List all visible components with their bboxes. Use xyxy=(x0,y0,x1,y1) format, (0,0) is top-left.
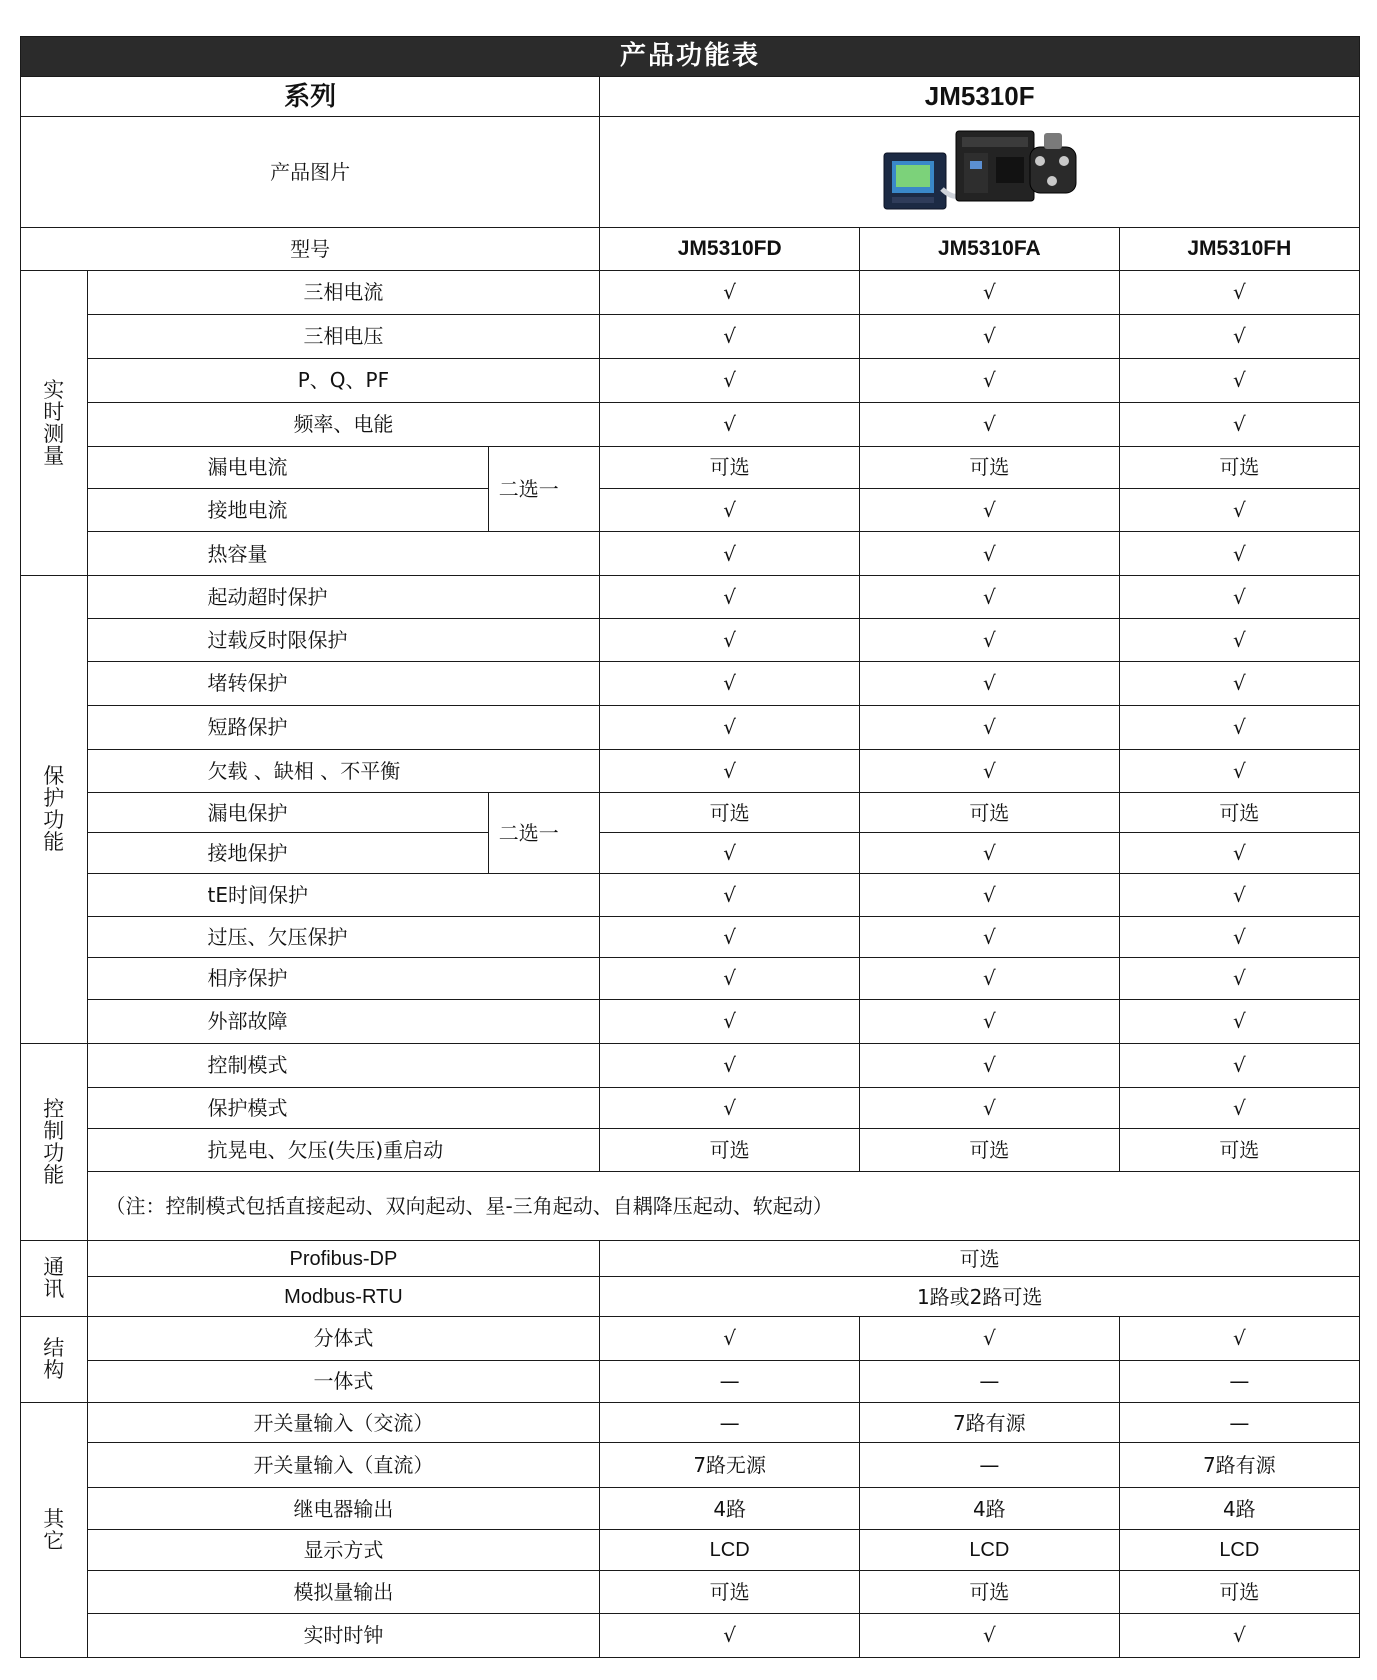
value-cell: LCD xyxy=(1119,1530,1359,1571)
check-cell: √ xyxy=(1119,1613,1359,1657)
category-measure: 实 时 测 量 xyxy=(21,270,88,576)
category-struct: 结 构 xyxy=(21,1316,88,1402)
check-cell: √ xyxy=(600,661,860,705)
row-label: 相序保护 xyxy=(87,957,600,999)
check-cell: √ xyxy=(1119,874,1359,917)
row-label: 接地电流 xyxy=(87,489,488,532)
category-protect: 保 护 功 能 xyxy=(21,576,88,1043)
optional-cell: 可选 xyxy=(600,792,860,833)
optional-cell: 可选 xyxy=(860,1129,1120,1172)
check-cell: √ xyxy=(600,489,860,532)
value-cell: 7路有源 xyxy=(860,1402,1120,1443)
model-col-1: JM5310FD xyxy=(600,227,860,270)
row-label: 过载反时限保护 xyxy=(87,619,600,662)
check-cell: √ xyxy=(860,1043,1120,1087)
row-label: 控制模式 xyxy=(87,1043,600,1087)
series-value: JM5310F xyxy=(600,76,1360,117)
optional-cell: 可选 xyxy=(1119,1570,1359,1613)
row-label: 短路保护 xyxy=(87,705,600,749)
comm-value: 1路或2路可选 xyxy=(600,1277,1360,1317)
row-label: 外部故障 xyxy=(87,999,600,1043)
model-col-2: JM5310FA xyxy=(860,227,1120,270)
category-other: 其 它 xyxy=(21,1402,88,1657)
value-cell: 4路 xyxy=(1119,1488,1359,1530)
model-col-3: JM5310FH xyxy=(1119,227,1359,270)
row-label: 堵转保护 xyxy=(87,661,600,705)
check-cell: √ xyxy=(860,1613,1120,1657)
product-image-label: 产品图片 xyxy=(21,117,600,227)
value-cell: — xyxy=(1119,1402,1359,1443)
check-cell: √ xyxy=(860,874,1120,917)
dash-cell: — xyxy=(860,1360,1120,1402)
row-label: 热容量 xyxy=(87,532,600,576)
row-label: 继电器输出 xyxy=(87,1488,600,1530)
check-cell: √ xyxy=(860,619,1120,662)
check-cell: √ xyxy=(860,749,1120,792)
check-cell: √ xyxy=(600,749,860,792)
value-cell: 4路 xyxy=(600,1488,860,1530)
check-cell: √ xyxy=(600,1613,860,1657)
row-label: 漏电电流 xyxy=(87,446,488,489)
optional-cell: 可选 xyxy=(1119,792,1359,833)
product-function-table xyxy=(20,36,1360,1658)
row-label: 模拟量输出 xyxy=(87,1570,600,1613)
optional-cell: 可选 xyxy=(600,446,860,489)
row-label: 三相电压 xyxy=(87,314,600,358)
check-cell: √ xyxy=(1119,1316,1359,1360)
check-cell: √ xyxy=(600,1087,860,1129)
check-cell: √ xyxy=(860,576,1120,619)
check-cell: √ xyxy=(860,489,1120,532)
check-cell: √ xyxy=(600,270,860,314)
row-label: Profibus-DP xyxy=(87,1240,600,1276)
row-label: 漏电保护 xyxy=(87,792,488,833)
check-cell: √ xyxy=(860,532,1120,576)
check-cell: √ xyxy=(600,705,860,749)
check-cell: √ xyxy=(860,957,1120,999)
row-label: 欠载 、缺相 、不平衡 xyxy=(87,749,600,792)
series-label: 系列 xyxy=(21,76,600,117)
check-cell: √ xyxy=(1119,1043,1359,1087)
check-cell: √ xyxy=(600,1316,860,1360)
value-cell: 4路 xyxy=(860,1488,1120,1530)
comm-value: 可选 xyxy=(600,1240,1360,1276)
category-comm: 通 讯 xyxy=(21,1240,88,1316)
product-image-cell xyxy=(600,117,1360,227)
optional-cell: 可选 xyxy=(1119,446,1359,489)
check-cell: √ xyxy=(1119,749,1359,792)
row-label: Modbus-RTU xyxy=(87,1277,600,1317)
check-cell: √ xyxy=(1119,619,1359,662)
check-cell: √ xyxy=(600,619,860,662)
check-cell: √ xyxy=(600,1043,860,1087)
row-label: 开关量输入（直流） xyxy=(87,1443,600,1488)
check-cell: √ xyxy=(600,833,860,874)
row-label: 一体式 xyxy=(87,1360,600,1402)
control-note: （注：控制模式包括直接起动、双向起动、星-三角起动、自耦降压起动、软起动） xyxy=(87,1172,1359,1241)
optional-cell: 可选 xyxy=(600,1570,860,1613)
check-cell: √ xyxy=(860,358,1120,402)
row-label: 开关量输入（交流） xyxy=(87,1402,600,1443)
check-cell: √ xyxy=(1119,358,1359,402)
category-control: 控 制 功 能 xyxy=(21,1043,88,1240)
check-cell: √ xyxy=(1119,661,1359,705)
check-cell: √ xyxy=(860,999,1120,1043)
value-cell: LCD xyxy=(600,1530,860,1571)
check-cell: √ xyxy=(1119,917,1359,958)
check-cell: √ xyxy=(1119,314,1359,358)
row-label: 实时时钟 xyxy=(87,1613,600,1657)
check-cell: √ xyxy=(1119,999,1359,1043)
check-cell: √ xyxy=(1119,1087,1359,1129)
optional-cell: 可选 xyxy=(860,792,1120,833)
check-cell: √ xyxy=(860,705,1120,749)
product-image xyxy=(880,127,1080,217)
optional-cell: 可选 xyxy=(860,446,1120,489)
row-label: tE时间保护 xyxy=(87,874,600,917)
table-title: 产品功能表 xyxy=(21,37,1360,77)
dash-cell: — xyxy=(600,1360,860,1402)
check-cell: √ xyxy=(1119,532,1359,576)
model-label: 型号 xyxy=(21,227,600,270)
check-cell: √ xyxy=(860,1316,1120,1360)
value-cell: — xyxy=(600,1402,860,1443)
row-label: 频率、电能 xyxy=(87,402,600,446)
check-cell: √ xyxy=(860,833,1120,874)
check-cell: √ xyxy=(600,999,860,1043)
check-cell: √ xyxy=(860,917,1120,958)
value-cell: — xyxy=(860,1443,1120,1488)
check-cell: √ xyxy=(600,402,860,446)
check-cell: √ xyxy=(1119,957,1359,999)
value-cell: 7路无源 xyxy=(600,1443,860,1488)
check-cell: √ xyxy=(1119,705,1359,749)
row-label: 接地保护 xyxy=(87,833,488,874)
check-cell: √ xyxy=(860,402,1120,446)
optional-cell: 可选 xyxy=(600,1129,860,1172)
row-label: 保护模式 xyxy=(87,1087,600,1129)
check-cell: √ xyxy=(1119,270,1359,314)
optional-cell: 可选 xyxy=(860,1570,1120,1613)
check-cell: √ xyxy=(600,532,860,576)
value-cell: 7路有源 xyxy=(1119,1443,1359,1488)
choose-one-label: 二选一 xyxy=(488,792,600,873)
check-cell: √ xyxy=(600,358,860,402)
row-label: 显示方式 xyxy=(87,1530,600,1571)
check-cell: √ xyxy=(600,314,860,358)
check-cell: √ xyxy=(600,576,860,619)
check-cell: √ xyxy=(1119,576,1359,619)
check-cell: √ xyxy=(860,1087,1120,1129)
row-label: P、Q、PF xyxy=(87,358,600,402)
check-cell: √ xyxy=(860,270,1120,314)
row-label: 抗晃电、欠压(失压)重启动 xyxy=(87,1129,600,1172)
check-cell: √ xyxy=(860,661,1120,705)
optional-cell: 可选 xyxy=(1119,1129,1359,1172)
check-cell: √ xyxy=(600,957,860,999)
row-label: 分体式 xyxy=(87,1316,600,1360)
choose-one-label: 二选一 xyxy=(488,446,600,532)
check-cell: √ xyxy=(600,874,860,917)
check-cell: √ xyxy=(1119,402,1359,446)
row-label: 起动超时保护 xyxy=(87,576,600,619)
check-cell: √ xyxy=(1119,833,1359,874)
value-cell: LCD xyxy=(860,1530,1120,1571)
check-cell: √ xyxy=(860,314,1120,358)
check-cell: √ xyxy=(600,917,860,958)
check-cell: √ xyxy=(1119,489,1359,532)
row-label: 过压、欠压保护 xyxy=(87,917,600,958)
dash-cell: — xyxy=(1119,1360,1359,1402)
row-label: 三相电流 xyxy=(87,270,600,314)
